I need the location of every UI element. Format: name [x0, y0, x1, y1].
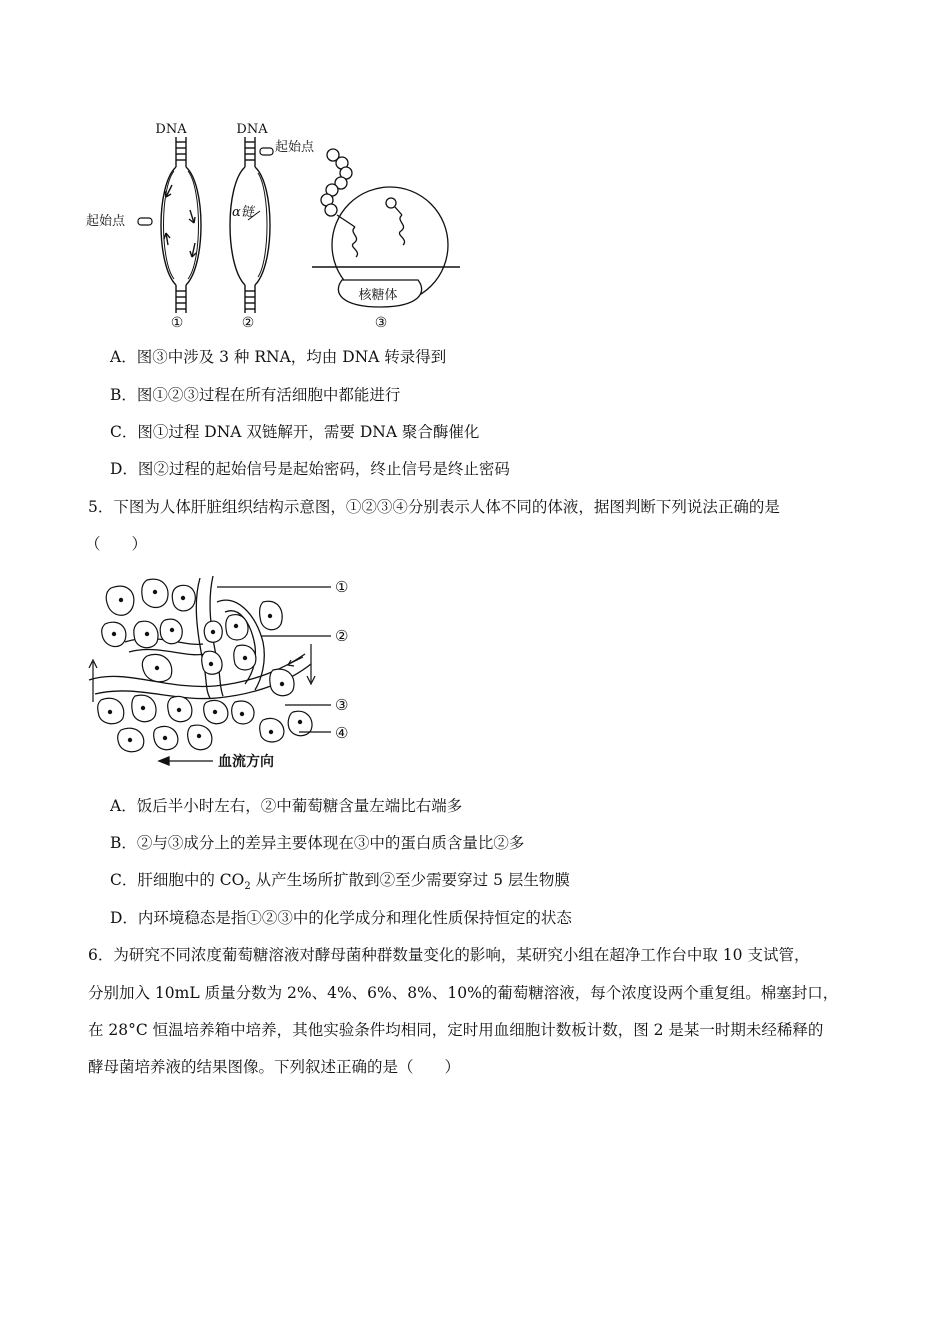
q5-stem-line1: 5．下图为人体肝脏组织结构示意图，①②③④分别表示人体不同的体液，据图判断下列说法正确的是 [88, 498, 780, 516]
q6-line3: 在 28°C 恒温培养箱中培养，其他实验条件均相同，定时用血细胞计数板计数，图 2 是某一时期未经稀释的 [88, 1021, 824, 1039]
figure-number-1: ① [170, 315, 184, 331]
q5-option-d: D．内环境稳态是指①②③中的化学成分和理化性质保持恒定的状态 [110, 909, 572, 927]
flow-arrow [159, 757, 213, 765]
figure-number-3: ③ [374, 315, 388, 331]
figure-number-2: ② [241, 315, 255, 331]
q5-option-a: A．饭后半小时左右，②中葡萄糖含量左端比右端多 [110, 797, 463, 815]
fluid-label-3: ③ [335, 696, 349, 714]
dna-transcription-bubble [230, 137, 270, 313]
figure-dna-processes-svg [80, 115, 460, 335]
q4-option-d: D．图②过程的起始信号是起始密码，终止信号是终止密码 [110, 460, 510, 478]
ribosome-label: 核糖体 [358, 288, 398, 303]
q4-option-c: C．图①过程 DNA 双链解开，需要 DNA 聚合酶催化 [110, 423, 480, 441]
hepatocytes [98, 579, 312, 752]
origin-marker-right [260, 148, 273, 155]
fluid-label-1: ① [335, 578, 349, 596]
dna-label-1: DNA [155, 122, 187, 137]
q6-line2: 分别加入 10mL 质量分数为 2%、4%、6%、8%、10%的葡萄糖溶液，每个浓度设两个重复组。棉塞封口， [88, 984, 839, 1002]
q5-stem-line2: （ ） [85, 535, 148, 553]
q6-line1: 6．为研究不同浓度葡萄糖溶液对酵母菌种群数量变化的影响，某研究小组在超净工作台中取 10 支试管， [88, 946, 810, 964]
q5-option-b: B．②与③成分上的差异主要体现在③中的蛋白质含量比②多 [110, 834, 525, 852]
flow-direction-label: 血流方向 [218, 754, 274, 770]
q4-option-b: B．图①②③过程在所有活细胞中都能进行 [110, 386, 401, 404]
dna-label-2: DNA [236, 122, 268, 137]
fluid-label-4: ④ [335, 724, 349, 742]
figure-liver-tissue-svg [85, 572, 385, 777]
ribosome-translation [312, 149, 460, 307]
origin-label-left: 起始点 [86, 214, 126, 229]
origin-label-right: 起始点 [275, 140, 315, 155]
q5-option-c-pre: C．肝细胞中的 CO [110, 871, 245, 889]
figure-liver-tissue [85, 572, 385, 777]
fluid-label-2: ② [335, 627, 349, 645]
figure-dna-processes [80, 115, 460, 335]
alpha-chain-label: α链 [232, 205, 254, 220]
q5-option-c-post: 从产生场所扩散到②至少需要穿过 5 层生物膜 [250, 871, 570, 889]
origin-marker-left [138, 218, 152, 225]
q5-option-c-sub: 2 [244, 881, 251, 893]
q6-line4: 酵母菌培养液的结果图像。下列叙述正确的是（ ） [88, 1058, 461, 1076]
q4-option-a: A．图③中涉及 3 种 RNA，均由 DNA 转录得到 [110, 348, 447, 366]
dna-replication-bubble [161, 137, 201, 313]
q5-option-c [110, 870, 570, 897]
